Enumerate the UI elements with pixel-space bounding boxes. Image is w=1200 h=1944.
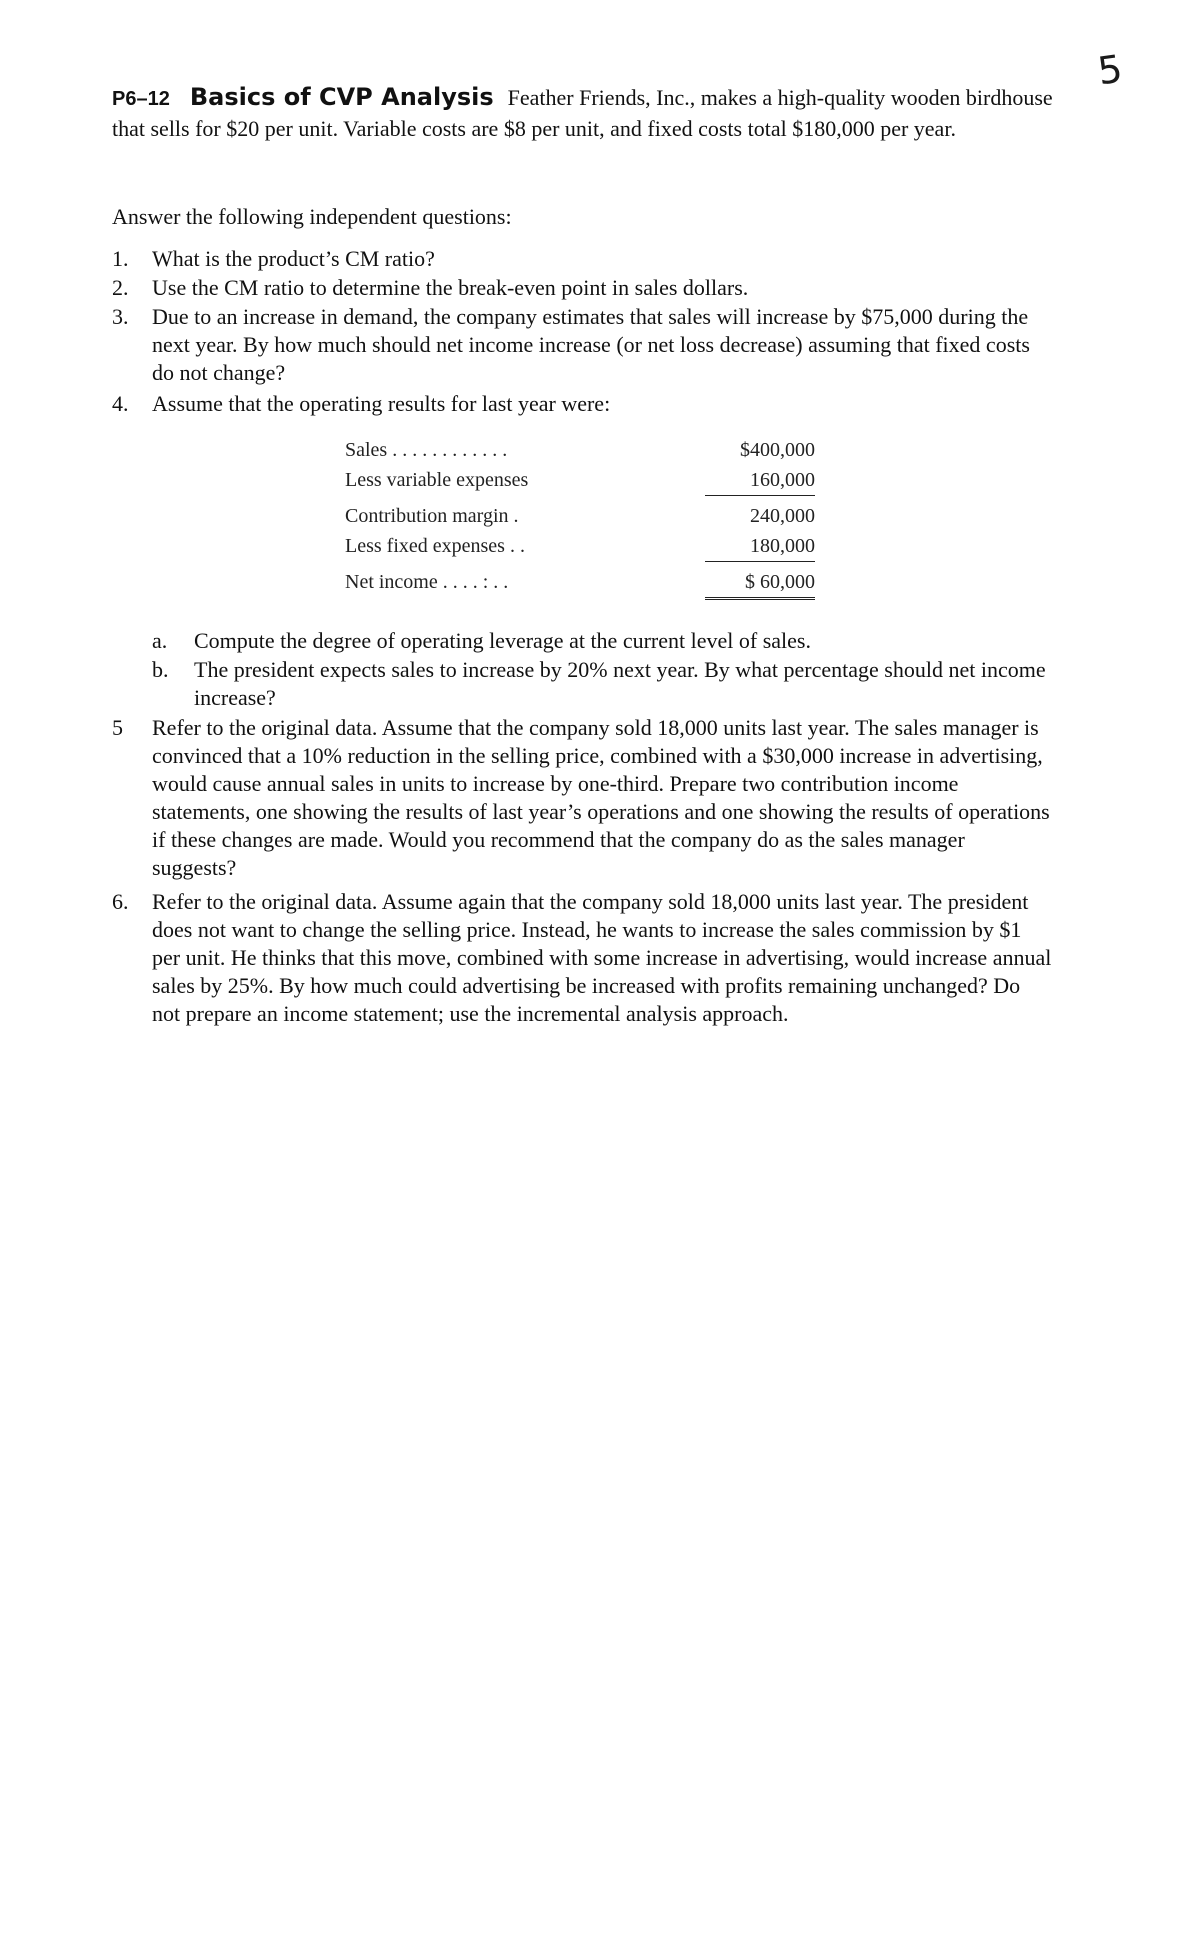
question-text: Refer to the original data. Assume that the company sold 18,000 units last year. The sales manager is convinced that a 10% reduction in the selling price, combined with a $30,000 increase in advertising, would cause annual sales in units to increase by one-third. Prepare two contribution income statements, one showing the results of last year’s operations and one showing the results of operations if these changes are made. Would you recommend that the company do as the sales manager suggests? [152, 715, 1050, 880]
statement-label: Sales . . . . . . . . . . . . [345, 439, 508, 461]
statement-row-net-income [345, 567, 815, 597]
statement-row-variable-expenses [345, 465, 815, 495]
problem-title: Basics of CVP Analysis [189, 83, 494, 111]
operating-results-statement [345, 435, 815, 597]
question-number: 3. [112, 304, 129, 329]
question-2 [112, 274, 1052, 302]
instruction-text: Answer the following independent questions: [112, 204, 512, 229]
statement-amount: 180,000 [705, 531, 815, 562]
statement-amount: $400,000 [740, 439, 815, 461]
question-5 [112, 714, 1052, 882]
question-number: 4. [112, 391, 129, 416]
statement-label: Less variable expenses [345, 469, 529, 491]
question-1 [112, 245, 1052, 273]
sub-question-text: The president expects sales to increase by 20% next year. By what percentage should net income increase? [194, 657, 1046, 710]
question-number: 5 [112, 715, 123, 740]
question-number: 2. [112, 275, 129, 300]
statement-amount: 160,000 [705, 465, 815, 496]
sub-question-text: Compute the degree of operating leverage at the current level of sales. [194, 628, 811, 653]
statement-amount: $ 60,000 [705, 567, 815, 600]
statement-row-fixed-expenses [345, 531, 815, 561]
statement-amount: 240,000 [750, 505, 815, 527]
question-6 [112, 888, 1052, 1028]
question-text: Use the CM ratio to determine the break-even point in sales dollars. [152, 275, 749, 300]
question-text: Assume that the operating results for last year were: [152, 391, 611, 416]
statement-row-contribution-margin [345, 501, 815, 531]
question-text: Due to an increase in demand, the company estimates that sales will increase by $75,000 during the next year. By how much should net income increase (or net loss decrease) assuming that fixed costs do not change? [152, 304, 1030, 385]
question-number: 6. [112, 889, 129, 914]
sub-question-a [152, 627, 1052, 655]
problem-number: P6–12 [112, 88, 170, 110]
sub-question-b [152, 656, 1052, 712]
statement-row-sales [345, 435, 815, 465]
question-4 [112, 390, 1052, 418]
sub-question-letter: a. [152, 628, 168, 653]
question-text: What is the product’s CM ratio? [152, 246, 435, 271]
question-number: 1. [112, 246, 129, 271]
question-text: Refer to the original data. Assume again that the company sold 18,000 units last year. The president does not want to change the selling price. Instead, he wants to increase the sales commission by $1 per unit. He thinks that this move, combined with some increase in advertising, would increase annual sales by 25%. By how much could advertising be increased with profits remaining unchanged? Do not prepare an income statement; use the incremental analysis approach. [152, 889, 1052, 1026]
statement-label: Net income . . . . : . . [345, 571, 509, 593]
handwritten-page-number: 5 [1095, 46, 1126, 94]
statement-label: Less fixed expenses . . [345, 535, 525, 557]
question-3 [112, 303, 1052, 387]
sub-question-letter: b. [152, 657, 169, 682]
statement-label: Contribution margin . [345, 505, 519, 527]
problem-intro: Feather Friends, Inc., makes a high-quality wooden birdhouse that sells for $20 per unit. Variable costs are $8 per unit, and fixed costs total $180,000 per year. [112, 85, 1053, 141]
problem-header [112, 82, 1057, 144]
